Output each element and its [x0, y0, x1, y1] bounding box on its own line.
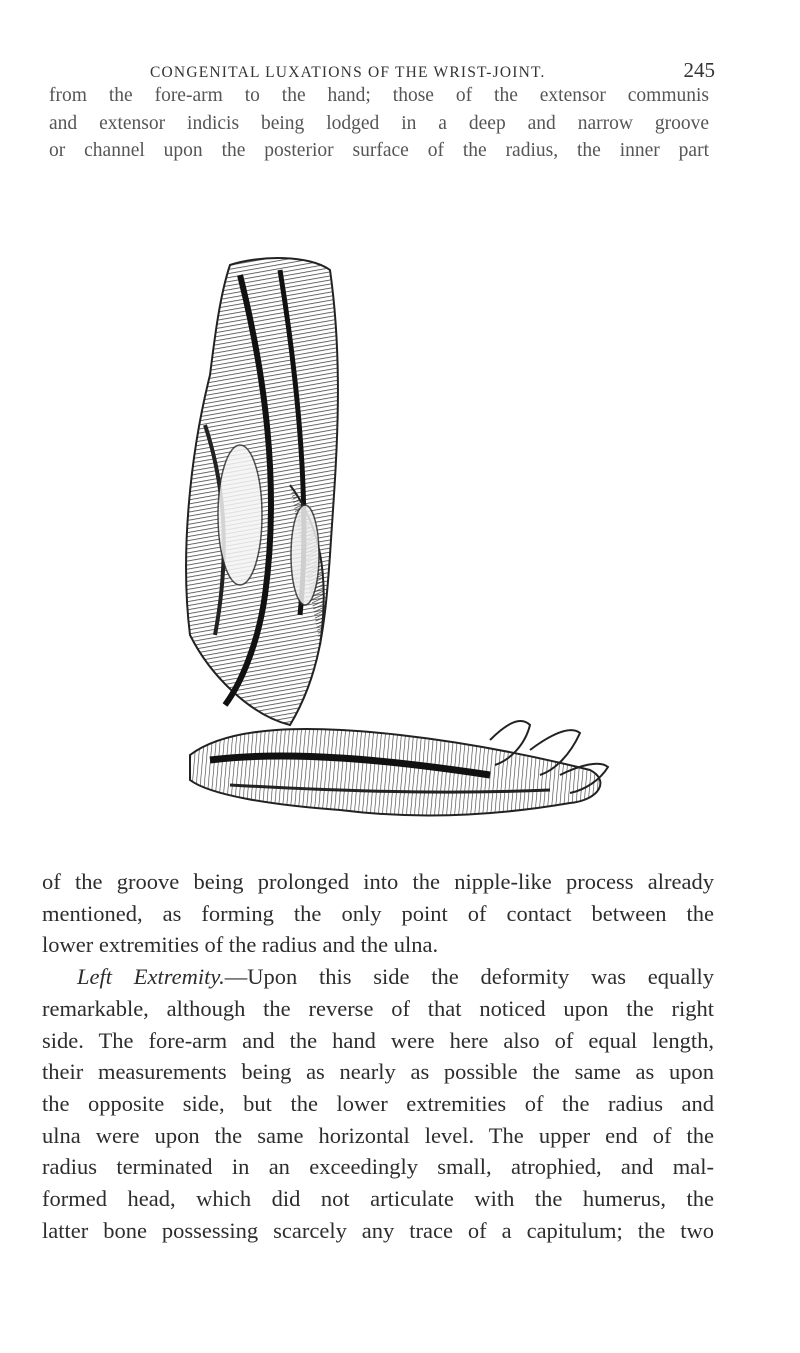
- text-line: remarkable, although the reverse of that noticed upon the right: [42, 995, 714, 1021]
- text-line-with-heading: [42, 961, 714, 993]
- text-line: radius terminated in an exceedingly small, atrophied, and mal-: [42, 1154, 714, 1180]
- text-line: lower extremities of the radius and the ulna.: [42, 932, 439, 958]
- page-number: 245: [683, 58, 715, 82]
- text-line: latter bone possessing scarcely any trace of a capitulum; the two: [42, 1217, 714, 1243]
- text-line: ulna were upon the same horizontal level. The upper end of the: [42, 1122, 714, 1148]
- running-title: CONGENITAL LUXATIONS OF THE WRIST-JOINT.: [150, 64, 546, 81]
- text-line: mentioned, as forming the only point of contact between the: [42, 900, 714, 926]
- text-line: their measurements being as nearly as possible the same as upon: [42, 1059, 714, 1085]
- text-line: side. The fore-arm and the hand were here also of equal length,: [42, 1027, 714, 1053]
- text-line: and extensor indicis being lodged in a deep and narrow groove: [49, 112, 709, 134]
- text-line: the opposite side, but the lower extremities of the radius and: [42, 1090, 714, 1116]
- top-paragraph: [49, 82, 709, 165]
- body-text: [42, 866, 714, 1246]
- text-run: —Upon this side the deformity was equally: [224, 964, 715, 990]
- text-line: or channel upon the posterior surface of the radius, the inner part: [49, 140, 709, 161]
- anatomical-figure: [170, 255, 640, 855]
- text-line: formed head, which did not articulate with the humerus, the: [42, 1186, 714, 1212]
- running-header: [150, 58, 715, 83]
- text-line: of the groove being prolonged into the nipple-like process already: [42, 869, 714, 894]
- text-line: from the fore-arm to the hand; those of the extensor communis: [49, 85, 709, 106]
- anatomical-engraving-forearm-hand-icon: [170, 255, 640, 855]
- section-heading-left-extremity: Left Extremity.: [77, 964, 225, 990]
